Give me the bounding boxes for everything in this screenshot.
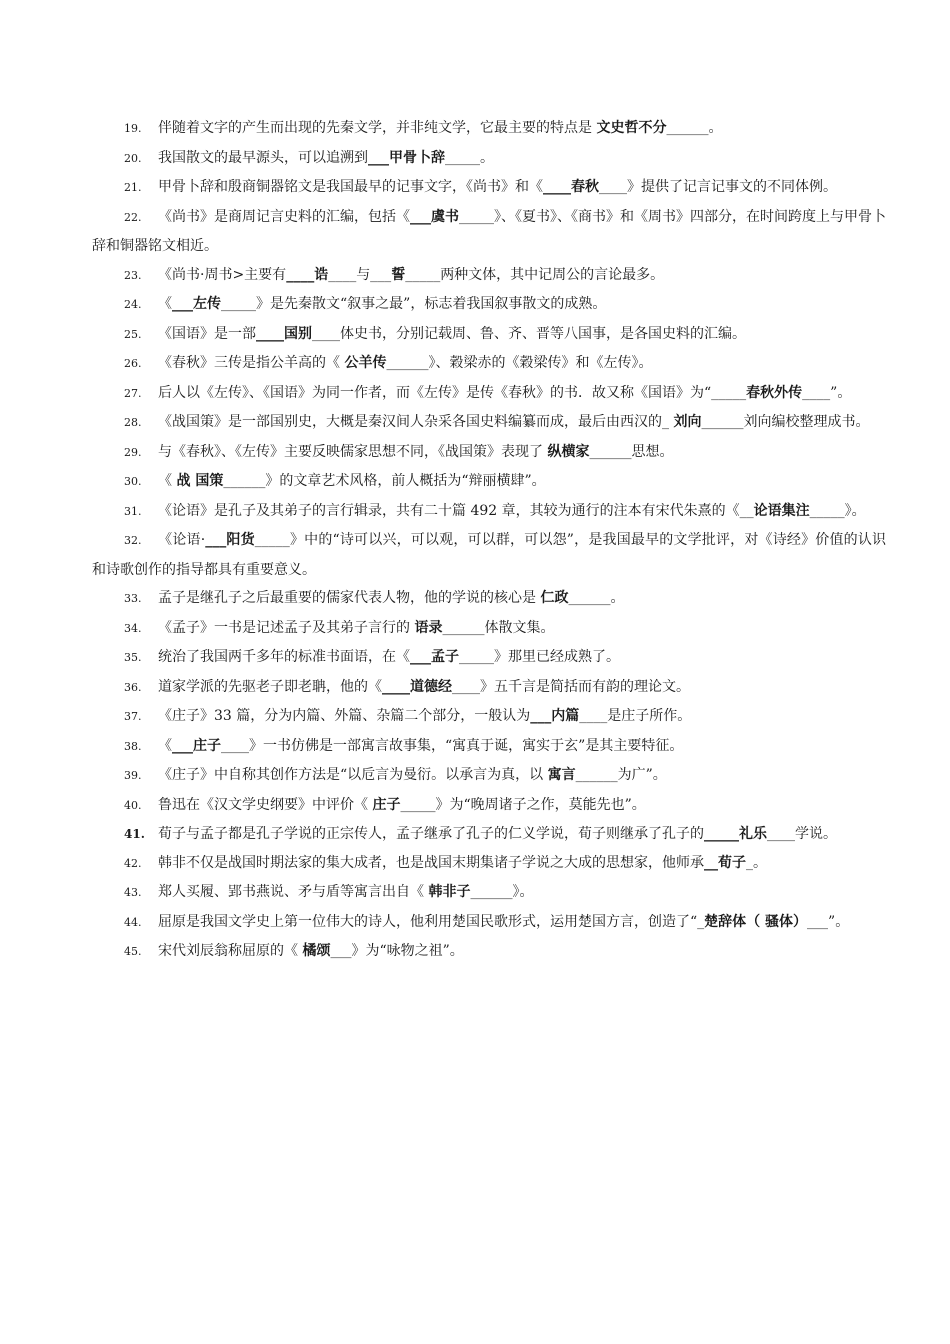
answer-blank: ___内篇 xyxy=(530,708,580,724)
question-item xyxy=(92,908,886,938)
question-text-after: ______为广”。 xyxy=(575,767,667,783)
question-text: 《国语》是一部 xyxy=(158,325,256,342)
question-item xyxy=(92,761,886,791)
question-text-after: ______体散文集。 xyxy=(442,619,555,636)
answer-blank: ___阳货 xyxy=(205,532,255,548)
question-text-after: _____》那里已经成熟了。 xyxy=(459,649,620,665)
answer-blank: __荀子 xyxy=(704,854,746,871)
question-text-tail: _____两种文体，其中记周公的言论最多。 xyxy=(405,266,665,283)
answer-blank: ___左传 xyxy=(172,296,221,312)
question-text-after: ___》为“咏物之祖”。 xyxy=(330,943,464,959)
question-text-after: ____学说。 xyxy=(767,826,837,842)
question-item xyxy=(92,438,886,468)
question-item xyxy=(92,791,886,821)
answer-blank: 公羊传 xyxy=(344,355,387,371)
answer-blank: _____礼乐 xyxy=(704,826,767,842)
question-number: 27. xyxy=(124,386,142,400)
question-number: 25. xyxy=(124,327,142,341)
question-list xyxy=(92,114,886,967)
answer-blank: 战 国策 xyxy=(176,473,224,489)
question-item xyxy=(92,261,886,291)
question-item xyxy=(92,849,886,879)
question-item xyxy=(92,584,886,614)
answer-blank: 纵横家 xyxy=(547,443,590,460)
answer-blank: 韩非子 xyxy=(428,884,471,900)
question-text: 甲骨卜辞和殷商铜器铭文是我国最早的记事文字，《尚书》和《 xyxy=(158,179,543,195)
question-number: 22. xyxy=(124,210,142,224)
question-number: 33. xyxy=(124,592,142,605)
question-item xyxy=(92,320,886,350)
question-number: 26. xyxy=(124,357,142,370)
question-item xyxy=(92,203,886,261)
question-item xyxy=(92,643,886,673)
answer-blank-2: 誓 xyxy=(391,266,406,283)
question-text-after: ____》五千言是简括而有韵的理论文。 xyxy=(452,678,690,695)
question-text: 我国散文的最早源头，可以追溯到 xyxy=(158,149,368,166)
question-text-after: _____》是先秦散文“叙事之最”，标志着我国叙事散文的成熟。 xyxy=(221,296,607,312)
question-text-after: _____》中的“诗可以兴，可以观，可以群，可以怨”，是我国最早的文学批评，对《诗经》价值的认识和诗歌创作的指导都具有重要意义。 xyxy=(92,532,887,578)
answer-blank: 文史哲不分 xyxy=(596,120,667,136)
question-text-after: ______。 xyxy=(568,590,625,606)
question-number: 36. xyxy=(124,680,142,694)
question-number: 21. xyxy=(124,181,142,194)
answer-blank: ____诰 xyxy=(286,266,329,283)
answer-blank: ___甲骨卜辞 xyxy=(368,149,445,166)
question-text: 《庄子》中自称其创作方法是“以卮言为曼衍。以承言为真，以 xyxy=(158,767,548,783)
answer-blank: 寓言 xyxy=(547,767,576,783)
question-text: 韩非不仅是战国时期法家的集大成者，也是战国末期集诸子学说之大成的思想家，他师承 xyxy=(158,854,704,871)
question-text: 《孟子》一书是记述孟子及其弟子言行的 xyxy=(158,619,415,636)
answer-blank: ____国别 xyxy=(256,325,312,342)
question-text: 统治了我国两千多年的标准书面语，在《 xyxy=(158,649,410,665)
question-number: 29. xyxy=(124,445,142,459)
question-number: 42. xyxy=(124,856,142,870)
question-number: 38. xyxy=(124,739,142,753)
question-item xyxy=(92,349,886,379)
question-item xyxy=(92,114,886,144)
question-text: 道家学派的先驱老子即老聃，他的《 xyxy=(158,678,382,695)
question-text-after: _____。 xyxy=(445,149,494,166)
answer-blank: ___虞书 xyxy=(410,208,459,225)
question-text: 后人以《左传》、《国语》为同一作者，而《左传》是传《春秋》的书．故又称《国语》为“_____ xyxy=(158,384,747,401)
question-item xyxy=(92,408,886,438)
question-item xyxy=(92,290,886,320)
answer-blank: 楚辞体（ 骚体） xyxy=(704,913,808,930)
question-text: 孟子是继孔子之后最重要的儒家代表人物，他的学说的核心是 xyxy=(158,590,541,606)
question-text: 鲁迅在《汉文学史纲要》中评价《 xyxy=(158,796,373,813)
question-number: 30. xyxy=(124,475,142,488)
question-text: 《 xyxy=(158,473,177,489)
question-number: 45. xyxy=(124,945,142,958)
question-text-after: ______》的文章艺术风格，前人概括为“辩丽横肆”。 xyxy=(223,473,546,489)
question-item xyxy=(92,820,886,849)
question-text-after: ____体史书，分别记载周、鲁、齐、晋等八国事，是各国史料的汇编。 xyxy=(312,325,746,342)
answer-blank: ___庄子 xyxy=(172,737,221,754)
question-text: 屈原是我国文学史上第一位伟大的诗人，他利用楚国民歌形式，运用楚国方言，创造了“_ xyxy=(158,913,705,930)
question-text-after: _____》、《夏书》、《商书》和《周书》四部分，在时间跨度上与甲骨卜辞和铜器铭文相近。 xyxy=(92,208,886,254)
question-number: 43. xyxy=(124,886,142,899)
question-number: 39. xyxy=(124,769,142,782)
question-number: 35. xyxy=(124,651,142,664)
question-text-after: ____》一书仿佛是一部寓言故事集，“寓真于诞，寓实于玄”是其主要特征。 xyxy=(221,737,684,754)
question-text: 《尚书·周书>主要有 xyxy=(158,266,287,283)
question-number: 23. xyxy=(124,268,142,282)
question-item xyxy=(92,144,886,174)
question-item xyxy=(92,379,886,409)
question-text-after: ___”。 xyxy=(807,913,850,930)
question-text-after: ______》。 xyxy=(470,884,534,900)
question-text-after: ____是庄子所作。 xyxy=(579,708,692,724)
answer-blank: 春秋外传 xyxy=(746,384,803,401)
question-number: 37. xyxy=(124,710,142,723)
answer-blank: 仁政 xyxy=(540,590,569,606)
answer-blank: 语录 xyxy=(414,619,443,636)
question-number: 34. xyxy=(124,621,142,635)
question-item xyxy=(92,467,886,497)
question-text: 《庄子》33 篇，分为内篇、外篇、杂篇二个部分，一般认为 xyxy=(158,708,531,724)
question-text-after: ____”。 xyxy=(802,384,852,401)
question-text-after: ____与___ xyxy=(328,266,392,283)
question-text: 《战国策》是一部国别史，大概是秦汉间人杂采各国史料编纂而成，最后由西汉的_ xyxy=(158,414,674,430)
question-number: 41. xyxy=(124,827,145,841)
question-number: 32. xyxy=(124,534,142,547)
answer-blank: 论语集注 xyxy=(753,502,810,519)
question-text: 《尚书》是商周记言史料的汇编，包括《 xyxy=(158,208,410,225)
question-text: 荀子与孟子都是孔子学说的正宗传人，孟子继承了孔子的仁义学说，荀子则继承了孔子的 xyxy=(158,826,704,842)
question-item xyxy=(92,878,886,908)
question-text: 《 xyxy=(158,296,172,312)
answer-blank: 刘向 xyxy=(673,414,702,430)
question-item xyxy=(92,526,886,584)
question-number: 20. xyxy=(124,151,142,165)
question-text-after: ______》、穀梁赤的《穀梁传》和《左传》。 xyxy=(386,355,653,371)
question-text-after: ______思想。 xyxy=(589,443,674,460)
question-item xyxy=(92,732,886,762)
question-item xyxy=(92,702,886,732)
answer-blank: ____道德经 xyxy=(382,678,452,695)
question-item xyxy=(92,497,886,527)
question-text: 宋代刘辰翁称屈原的《 xyxy=(158,943,303,959)
question-text-after: ______。 xyxy=(666,120,723,136)
question-text: 《 xyxy=(158,737,172,754)
question-text: 与《春秋》、《左传》主要反映儒家思想不同，《战国策》表现了 xyxy=(158,443,548,460)
answer-blank: ___孟子 xyxy=(410,649,459,665)
question-text-after: ______刘向编校整理成书。 xyxy=(701,414,870,430)
answer-blank: 橘颂 xyxy=(302,943,331,959)
question-number: 40. xyxy=(124,798,142,812)
question-item xyxy=(92,173,886,203)
question-number: 31. xyxy=(124,504,142,518)
answer-blank: 庄子 xyxy=(372,796,401,813)
question-text: 《论语· xyxy=(158,532,206,548)
question-text: 《论语》是孔子及其弟子的言行辑录，共有二十篇 492 章，其较为通行的注本有宋代朱熹的《__ xyxy=(158,502,754,519)
question-text-after: _____》为“晚周诸子之作，莫能先也”。 xyxy=(400,796,646,813)
question-number: 28. xyxy=(124,416,142,429)
question-text: 《春秋》三传是指公羊高的《 xyxy=(158,355,345,371)
question-item xyxy=(92,673,886,703)
question-number: 19. xyxy=(124,122,142,135)
question-text: 伴随着文字的产生而出现的先秦文学，并非纯文学，它最主要的特点是 xyxy=(158,120,597,136)
answer-blank: ____春秋 xyxy=(543,179,599,195)
question-number: 44. xyxy=(124,915,142,929)
question-number: 24. xyxy=(124,298,142,311)
question-text-after: ____》提供了记言记事文的不同体例。 xyxy=(599,179,837,195)
question-text-after: _____》。 xyxy=(809,502,866,519)
question-text: 郑人买履、郢书燕说、矛与盾等寓言出自《 xyxy=(158,884,429,900)
question-item xyxy=(92,614,886,644)
question-item xyxy=(92,937,886,967)
question-text-after: _。 xyxy=(746,854,767,871)
